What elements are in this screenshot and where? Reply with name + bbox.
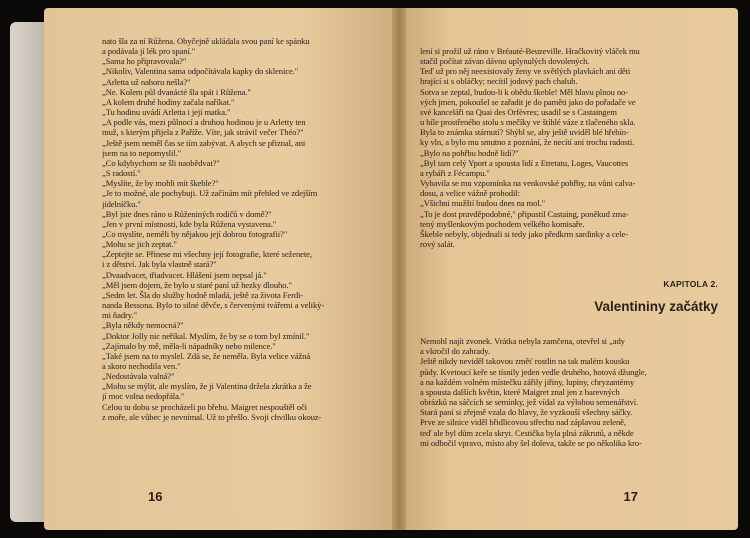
text-line: mi odbočil vpravo, místo aby šel doleva, takže se po několika kro- xyxy=(420,437,642,448)
book-gutter xyxy=(392,8,406,530)
text-line: „Bylo na pohřbu hodně lidí?" xyxy=(420,147,519,158)
chapter-title: Valentininy začátky xyxy=(594,299,718,315)
text-line: „Arletta už nahoru nešla?" xyxy=(102,76,191,87)
text-line: „Ne. Kolem půl dvanácté šla spát i Růžena." xyxy=(102,86,251,97)
text-line: „Mohu se jich zeptat." xyxy=(102,239,177,250)
text-line: hrající si s obláčky; necítil jodový pach chaluh. xyxy=(420,76,578,87)
text-line: lení si prožil už ráno v Bréauté-Beuzeville. Hračkovitý vláček mu xyxy=(420,46,640,56)
text-line: ky vln, a bylo mu smutno z poznání, že necítí ani trochu radosti. xyxy=(420,137,635,148)
text-line: a spousta dalších květin, které Maigret znal jen z barevných xyxy=(420,386,620,397)
text-line: Nemohl najít zvonek. Vrátka nebyla zamčena, otevřel si „ady xyxy=(420,336,625,347)
text-line: rový salát. xyxy=(420,238,455,249)
text-line: jídelníčku." xyxy=(102,198,141,209)
left-page-text xyxy=(102,36,382,422)
text-line: vých jmen, pokoušel se zařadit je do paměti jako do pořadače ve xyxy=(420,96,636,107)
text-line: stačil počítat závan dávno uplynulých dovolených. xyxy=(420,56,590,67)
right-page xyxy=(398,8,738,530)
text-line: půdy. Kvetoucí keře se tísnily jeden vedle druhého, hotová džungle, xyxy=(420,366,647,377)
text-line: „To je dost pravděpodobné," připustil Castaing, poněkud zma- xyxy=(420,208,629,219)
text-line: obrázků na sáčcích se semínky, jež vídal za výlohou semenářství. xyxy=(420,397,639,408)
right-page-number: 17 xyxy=(623,489,638,504)
text-line: i z dětství. Jak byla vlastně stará?" xyxy=(102,259,217,270)
text-line: „A podle vás, mezi půlnocí a druhou hodinou je u Arletty ten xyxy=(102,117,306,128)
text-line: Sotva se zeptal, budou-li k obědu škeble! Měl hlavu plnou no- xyxy=(420,86,628,97)
text-line: „Co myslíte, neměli by nějakou její dobrou fotografii?" xyxy=(102,228,288,239)
text-line: „Je to možné, ale pochybuji. Už začínám mít přehled ve zdejším xyxy=(102,188,318,199)
text-line: „Měl jsem dojem, že bylo u staré paní už hezky dlouho." xyxy=(102,279,292,290)
text-line: „Zajímalo by mě, měla-li nápadníky nebo milence." xyxy=(102,340,276,351)
text-line: dosu, a velice vážně prohodil: xyxy=(420,188,520,199)
text-line: Vybavila se mu vzpomínka na venkovské pohřby, na vůni calva- xyxy=(420,178,636,189)
left-page xyxy=(44,8,398,530)
text-line: a podávala jí lék pro spaní." xyxy=(102,46,196,57)
text-line: „Ještě jsem neměl čas se tím zabývat. A abych se přiznal, ani xyxy=(102,137,306,148)
text-line: a rybáři z Fécampu." xyxy=(420,167,490,178)
text-line: Byla to známka stárnutí? Shýbl se, aby ještě uviděl blé hřebín- xyxy=(420,127,629,138)
text-line: a na každém volném místečku zářily jiřiny, lupiny, chryzantémy xyxy=(420,376,635,387)
text-line: „Dvaadvacet, třiadvacet. Hlášení jsem nepsal já." xyxy=(102,269,267,280)
text-line: „Tu hodinu uvádí Arletta i její matka." xyxy=(102,107,231,118)
right-page-text-bottom xyxy=(420,336,718,448)
text-line: u bíle prostřeného stolu s mečíky ve štíhlé váze z tlačeného skla. xyxy=(420,117,636,128)
text-line: „Také jsem na to myslel. Zdá se, že neměla. Byla velice vážná xyxy=(102,350,311,361)
text-line: „S radostí." xyxy=(102,168,141,179)
text-line: a skoro nechodila ven." xyxy=(102,361,181,371)
text-line: „Zeptejte se. Přinese mi všechny její fotografie, které seženete, xyxy=(102,249,312,260)
left-page-number: 16 xyxy=(148,489,163,504)
text-line: „Všichni mužští budou dnes na mol." xyxy=(420,198,546,209)
text-line: „Nedostávala valná?" xyxy=(102,371,175,382)
text-line: „Nikoliv, Valentina sama odpočítávala kapky do sklenice." xyxy=(102,66,299,77)
text-line: muž, s kterým přijela z Paříže. Víte, jak strávil večer Théo?" xyxy=(102,127,304,138)
text-line: „Byla někdy nemocná?" xyxy=(102,320,184,331)
text-line: „Byl jste dnes ráno u Růženiných rodičů v domě?" xyxy=(102,208,272,219)
text-line: a vkročil do zahrady. xyxy=(420,346,490,357)
text-line: jí moc volna nedopřála." xyxy=(102,391,185,402)
text-line: mi ňadry." xyxy=(102,310,137,321)
text-line: Teď už pro něj neexistovaly ženy ve světlých plavkách ani děti xyxy=(420,66,631,77)
text-line: jsem na to nepomyslil." xyxy=(102,147,182,158)
text-line: Ještě nikdy neviděl takovou změť rostlin na tak malém kousku xyxy=(420,356,630,367)
text-line: „Byl tam celý Yport a spousta lidí z Etretatu, Loges, Vaucottes xyxy=(420,157,629,168)
text-line: „Doktor Jolly nic neříkal. Myslím, že by se o tom byl zmínil." xyxy=(102,330,310,341)
chapter-label: KAPITOLA 2. xyxy=(663,279,718,290)
text-line: „Co kdybychom se šli naobědvat?" xyxy=(102,157,220,168)
text-line: nanda Bessona. Bylo to silné děvče, s červenými tvářemi a veliký- xyxy=(102,300,325,311)
text-line: „Sama ho připravovala?" xyxy=(102,56,187,67)
text-line: Prve ze silnice viděl břidlicovou střechu nad záplavou zeleně, xyxy=(420,417,626,428)
text-line: Škeble nebyly, objednali si tedy jako předkrm sardinky a cele- xyxy=(420,228,629,239)
text-line: „Mohu se mýlit, ale myslím, že ji Valentina držela zkrátka a že xyxy=(102,381,312,392)
text-line: „Myslíte, že by mohli mít škeble?" xyxy=(102,178,219,189)
text-line: tený myšlenkovým pochodem velkého komisaře. xyxy=(420,218,585,229)
text-line: „Sedm let. Šla do služby hodně mladá, ještě za života Ferdi- xyxy=(102,289,304,300)
text-line: „A kolem druhé hodiny začala naříkat." xyxy=(102,96,235,107)
open-book xyxy=(10,8,740,530)
text-line: teď ale byl dům zcela skryt. Cestička byla plná zákrutů, a někde xyxy=(420,427,634,438)
text-line: Celou tu dobu se procházeli po břehu. Maigret nespouštěl oči xyxy=(102,401,307,412)
text-line: „Jen v první místnosti, kde byla Růžena vystavena." xyxy=(102,218,277,229)
right-page-text-top xyxy=(420,46,718,249)
text-line: z moře, ale vůbec je nevnímal. Už to přešlo. Svoji chvilku okouz- xyxy=(102,411,322,422)
text-line: své kanceláři na Quai des Orfèvres; usadil se s Castaingem xyxy=(420,106,617,117)
text-line: nato šla za ní Růžena. Obyčejně ukládala svou paní ke spánku xyxy=(102,36,310,46)
text-line: Stará paní si zřejmě vzala do hlavy, že vyzkouší všechny sáčky. xyxy=(420,407,633,418)
